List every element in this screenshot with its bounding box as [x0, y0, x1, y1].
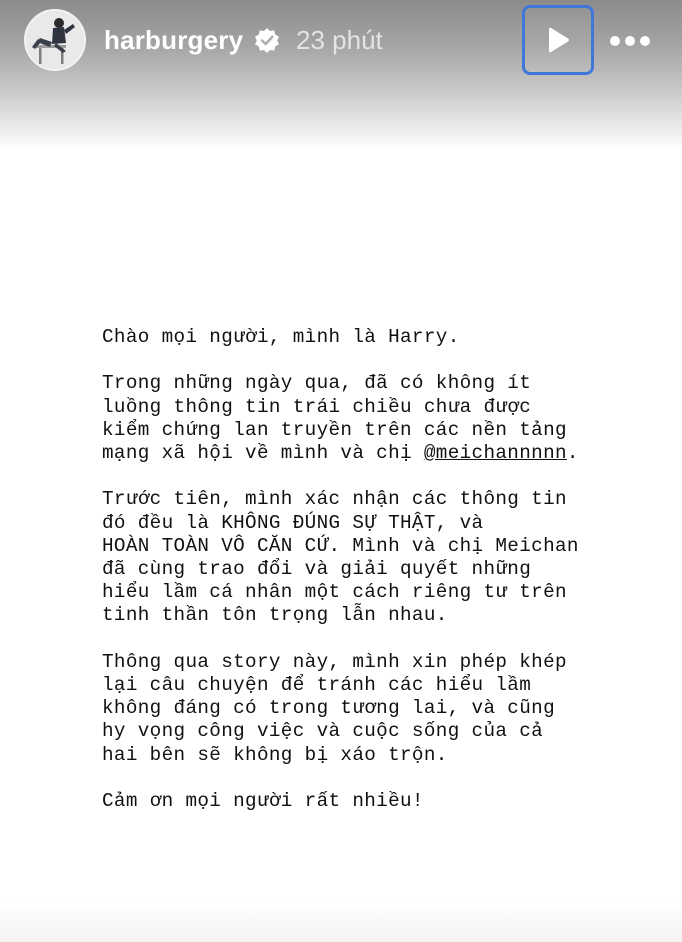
text-line: hai bên sẽ không bị xáo trộn.	[102, 743, 448, 766]
text-line: HOÀN TOÀN VÔ CĂN CỨ. Mình và chị Meichan	[102, 534, 579, 557]
story-text	[102, 326, 622, 836]
clarification-paragraph	[102, 488, 622, 627]
verified-badge-icon	[254, 27, 280, 53]
text-line: đó đều là KHÔNG ĐÚNG SỰ THẬT, và	[102, 511, 484, 534]
text-line: hy vọng công việc và cuộc sống của cả	[102, 720, 544, 743]
bottom-gradient	[0, 902, 682, 942]
closing-statement-paragraph	[102, 651, 622, 767]
greeting-paragraph	[102, 326, 622, 349]
avatar[interactable]	[24, 9, 86, 71]
text-line: luồng thông tin trái chiều chưa được	[102, 395, 532, 418]
text-segment: .	[566, 442, 579, 464]
thanks-paragraph	[102, 790, 622, 813]
text-segment: mạng xã hội về mình và chị	[102, 442, 424, 464]
story-header	[0, 0, 682, 82]
play-button[interactable]	[522, 5, 594, 75]
avatar-person-icon	[26, 11, 84, 69]
text-line: đã cùng trao đổi và giải quyết những	[102, 558, 532, 580]
play-icon	[545, 26, 571, 54]
text-line: Cảm ơn mọi người rất nhiều!	[102, 790, 424, 812]
text-line: Trước tiên, mình xác nhận các thông tin	[102, 488, 567, 511]
more-options-button[interactable]	[606, 24, 654, 58]
text-line: Thông qua story này, mình xin phép khép	[102, 650, 567, 673]
more-horizontal-icon	[606, 24, 654, 58]
rumor-paragraph	[102, 372, 622, 465]
text-line: lại câu chuyện để tránh các hiểu lầm	[102, 674, 532, 696]
username[interactable]: harburgery	[104, 25, 244, 55]
text-line: Trong những ngày qua, đã có không ít	[102, 372, 532, 395]
text-line: tinh thần tôn trọng lẫn nhau.	[102, 604, 448, 627]
text-line: không đáng có trong tương lai, và cũng	[102, 697, 555, 720]
mention-link[interactable]: @meichannnnn	[423, 442, 567, 464]
text-line	[102, 442, 622, 465]
text-line: hiểu lầm cá nhân một cách riêng tư trên	[102, 581, 567, 604]
text-line: kiểm chứng lan truyền trên các nền tảng	[102, 418, 567, 441]
text-line: Chào mọi người, mình là Harry.	[102, 326, 460, 348]
post-time: 23 phút	[296, 25, 383, 55]
